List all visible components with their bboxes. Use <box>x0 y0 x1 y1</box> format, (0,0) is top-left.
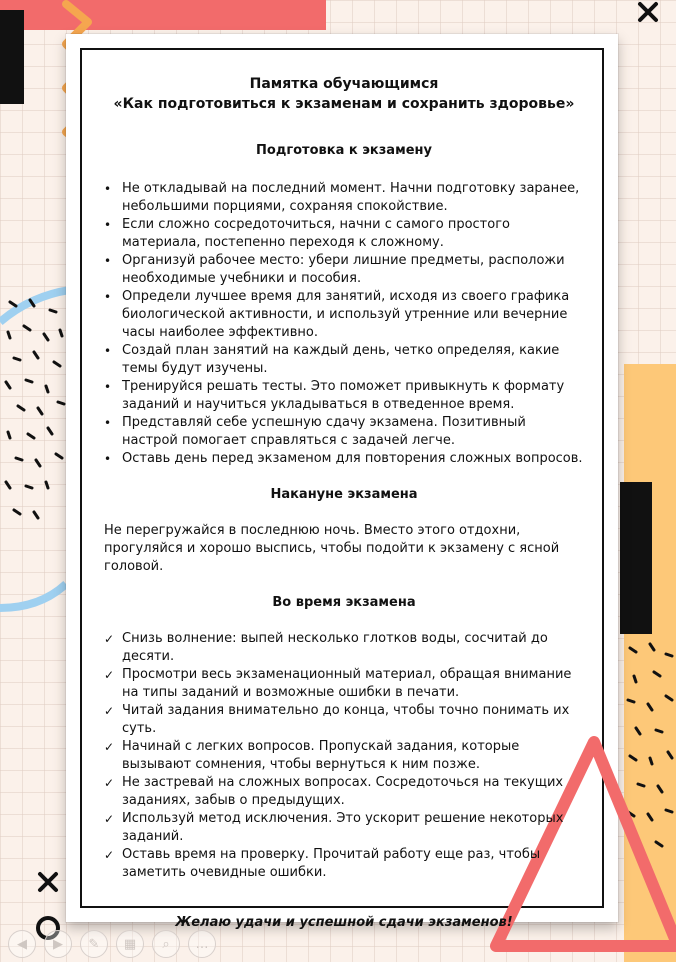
bullet-icon: • <box>104 182 112 196</box>
preparation-list <box>104 180 584 468</box>
list-item: ✓ Начинай с легких вопросов. Пропускай задания, которые вызывают сомнения, чтобы вернуться к ним позже. <box>104 739 520 772</box>
list-item: ✓ Используй метод исключения. Это ускорит решение некоторых заданий. <box>104 811 564 844</box>
eve-paragraph: Не перегружайся в последнюю ночь. Вместо этого отдохни, прогуляйся и хорошо выспись, чтобы подойти к экзамену с ясной головой. <box>104 523 560 574</box>
page-title <box>104 74 584 114</box>
check-icon: ✓ <box>104 632 115 646</box>
bullet-icon: • <box>104 344 112 358</box>
close-icon-top-right[interactable] <box>636 0 660 24</box>
bullet-icon: • <box>104 452 112 466</box>
heading-during: Во время экзамена <box>272 595 416 610</box>
closing-wish: Желаю удачи и успешной сдачи экзаменов! <box>175 915 513 930</box>
coral-rectangle-top <box>0 0 326 30</box>
bullet-icon: • <box>104 380 112 394</box>
list-item: ✓ Просмотри весь экзаменационный материал, обращая внимание на типы заданий и возможные ошибки в печати. <box>104 667 572 700</box>
list-item: • Если сложно сосредоточиться, начни с самого простого материала, постепенно переходя к сложному. <box>104 217 510 250</box>
memo-content <box>104 74 584 932</box>
lightblue-arc-left <box>0 578 66 618</box>
all-slides-button[interactable] <box>116 930 144 958</box>
list-item: • Представляй себе успешную сдачу экзамена. Позитивный настрой помогает справляться с задачей легче. <box>104 415 526 448</box>
next-slide-button[interactable] <box>44 930 72 958</box>
arrow-left-icon: ◀ <box>17 936 27 952</box>
list-item: ✓ Снизь волнение: выпей несколько глотков воды, сосчитай до десяти. <box>104 631 548 664</box>
list-item: • Тренируйся решать тесты. Это поможет привыкнуть к формату заданий и научиться укладываться в отведенное время. <box>104 379 565 412</box>
title-line-2: «Как подготовиться к экзаменам и сохранить здоровье» <box>113 96 575 112</box>
check-icon: ✓ <box>104 812 115 826</box>
list-item: ✓ Оставь время на проверку. Прочитай работу еще раз, чтобы заметить очевидные ошибки. <box>104 847 541 880</box>
list-item: ✓ Читай задания внимательно до конца, чтобы точно понимать их суть. <box>104 703 570 736</box>
previous-slide-button[interactable] <box>8 930 36 958</box>
heading-eve: Накануне экзамена <box>270 487 418 502</box>
zoom-button[interactable] <box>152 930 180 958</box>
black-bar-left <box>0 10 24 104</box>
grid-icon: ▦ <box>123 936 137 952</box>
pen-icon: ✎ <box>88 936 100 952</box>
dot-pattern-left <box>0 282 70 542</box>
arrow-right-icon: ▶ <box>53 936 63 952</box>
heading-preparation: Подготовка к экзамену <box>256 143 432 158</box>
magnifier-icon: ⌕ <box>162 936 170 952</box>
bullet-icon: • <box>104 290 112 304</box>
bullet-icon: • <box>104 254 112 268</box>
pen-tool-button[interactable] <box>80 930 108 958</box>
close-icon-bottom-left[interactable] <box>36 870 60 894</box>
list-item: • Не откладывай на последний момент. Начни подготовку заранее, небольшими порциями, сохраняя спокойствие. <box>104 181 580 214</box>
check-icon: ✓ <box>104 704 115 718</box>
list-item: ✓ Не застревай на сложных вопросах. Сосредоточься на текущих заданиях, забыв о предыдущих. <box>104 775 564 808</box>
check-icon: ✓ <box>104 740 115 754</box>
more-icon: … <box>195 936 209 952</box>
bullet-icon: • <box>104 218 112 232</box>
list-item: • Организуй рабочее место: убери лишние предметы, расположи необходимые учебники и пособия. <box>104 253 565 286</box>
more-options-button[interactable] <box>188 930 216 958</box>
title-line-1: Памятка обучающимся <box>249 76 439 92</box>
check-icon: ✓ <box>104 668 115 682</box>
during-list <box>104 630 584 882</box>
bullet-icon: • <box>104 416 112 430</box>
list-item: • Оставь день перед экзаменом для повторения сложных вопросов. <box>104 451 583 466</box>
check-icon: ✓ <box>104 848 115 862</box>
list-item: • Создай план занятий на каждый день, четко определяя, какие темы будут изучены. <box>104 343 560 376</box>
presentation-toolbar <box>8 930 216 960</box>
check-icon: ✓ <box>104 776 115 790</box>
black-block-right <box>620 482 652 634</box>
list-item: • Определи лучшее время для занятий, исходя из своего графика биологической активности, и используй утренние или вечерние часы наиболее эффективно. <box>104 289 570 340</box>
